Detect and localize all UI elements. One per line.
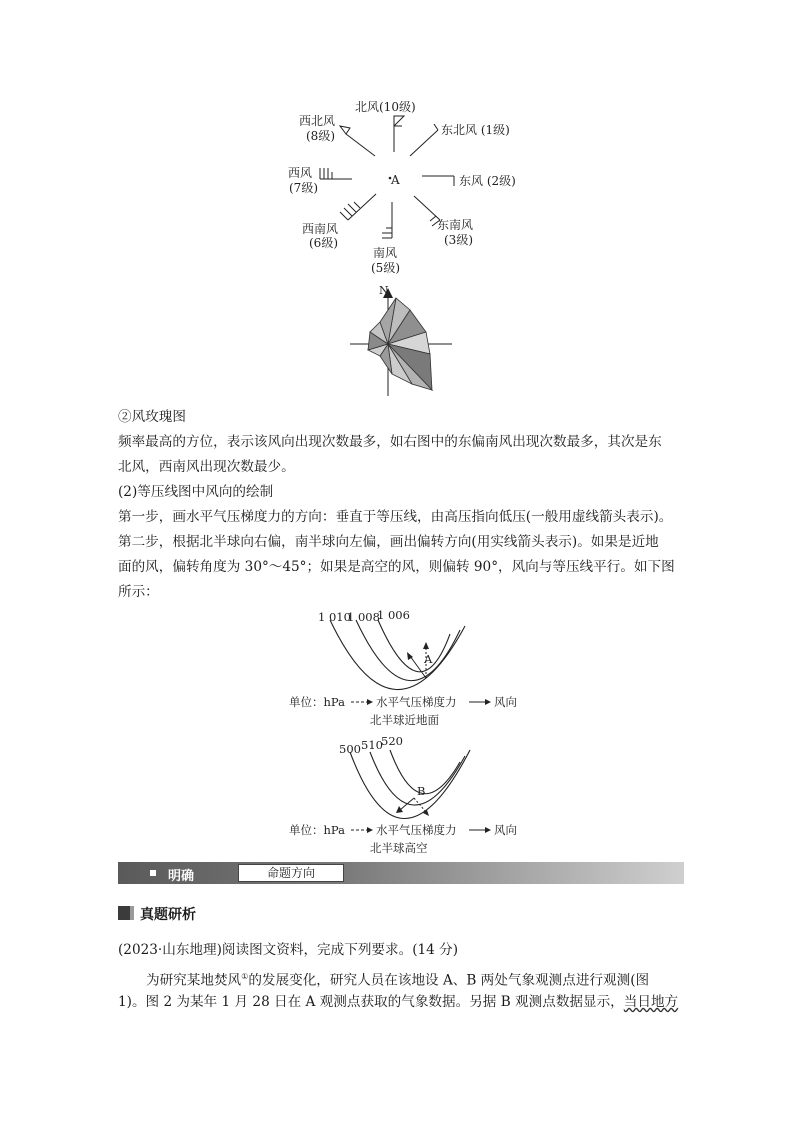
step-two-line-3: 所示： — [118, 584, 159, 600]
southwest-wind-level: (6级) — [309, 236, 338, 250]
upper-legend-force: 水平气压梯度力 — [376, 823, 457, 837]
section-banner — [118, 862, 684, 884]
surface-isobar-label-1010: 1 010 — [318, 610, 351, 624]
question-line-2 — [118, 990, 690, 1015]
surface-point-label: A — [424, 652, 433, 666]
surface-caption: 北半球近地面 — [370, 713, 439, 727]
southeast-wind-label: 东南风 — [437, 218, 474, 232]
upper-isobar-label-500: 500 — [339, 742, 361, 756]
northwest-wind-level: (8级) — [306, 129, 335, 143]
solid-arrow-icon — [468, 697, 492, 707]
west-wind-label: 西风 — [288, 166, 313, 180]
rose-heading: ②风玫瑰图 — [118, 409, 186, 425]
south-wind-label: 南风 — [373, 246, 398, 260]
question-line-1-start: 为研究某地焚风 — [146, 972, 242, 989]
east-wind-label: 东风 (2级) — [459, 174, 516, 188]
heading-marker-accent — [130, 906, 134, 920]
heading-marker-icon — [118, 906, 130, 920]
question-line-2-start: 1)。图 2 为某年 1 月 28 日在 A 观测点获取的气象数据。另据 B 观测点数据显示， — [118, 994, 624, 1010]
question-line-1-rest: 的发展变化，研究人员在该地设 A、B 两处气象观测点进行观测(图 — [248, 972, 650, 989]
upper-legend-wind: 风向 — [494, 823, 517, 837]
upper-unit-label: 单位：hPa — [289, 823, 345, 837]
banner-box: 命题方向 — [238, 864, 344, 882]
step-two-line-2: 面的风，偏转角度为 30°～45°；如果是高空的风，则偏转 90°，风向与等压线平行。如下图 — [118, 559, 675, 575]
wind-rose-drawing — [340, 284, 460, 402]
banner-square-icon — [150, 870, 156, 876]
southeast-wind-level: (3级) — [444, 233, 473, 247]
rose-north-label: N — [379, 284, 389, 297]
upper-caption: 北半球高空 — [370, 841, 428, 855]
question-source: (2023·山东地理)阅读图文资料，完成下列要求。(14 分) — [118, 942, 459, 958]
northwest-wind-label: 西北风 — [299, 114, 336, 128]
surface-legend-force: 水平气压梯度力 — [376, 695, 457, 709]
surface-legend-wind: 风向 — [494, 695, 517, 709]
banner-tag: 明确 — [168, 869, 195, 884]
surface-isobar-label-1008: 1 008 — [347, 610, 380, 624]
step-two-line-1: 第二步，根据北半球向右偏，南半球向左偏，画出偏转方向(用实线箭头表示)。如果是近地 — [118, 534, 659, 550]
solid-arrow-icon — [468, 825, 492, 835]
step-one-text: 第一步，画水平气压梯度力的方向：垂直于等压线，由高压指向低压(一般用虚线箭头表示)。 — [118, 509, 673, 525]
northeast-wind-label: 东北风 (1级) — [441, 123, 510, 137]
north-wind-label: 北风(10级) — [355, 100, 416, 114]
isobar-heading: (2)等压线图中风向的绘制 — [118, 484, 274, 500]
south-wind-level: (5级) — [371, 261, 400, 275]
center-point-label: A — [391, 173, 400, 187]
banner-bar — [118, 862, 684, 884]
surface-isobar-label-1006: 1 006 — [377, 608, 410, 622]
rose-desc-line-2: 北风，西南风出现次数最少。 — [118, 459, 295, 475]
rose-desc-line-1: 频率最高的方位，表示该风向出现次数最多，如右图中的东偏南风出现次数最多，其次是东 — [118, 434, 662, 450]
footnote-mark: ① — [241, 972, 249, 981]
southwest-wind-label: 西南风 — [302, 222, 339, 236]
surface-unit-label: 单位：hPa — [289, 695, 345, 709]
upper-isobar-label-520: 520 — [381, 734, 403, 748]
question-line-2-underlined: 当日地方 — [623, 994, 679, 1010]
dashed-arrow-icon — [350, 697, 374, 707]
upper-point-label: B — [417, 784, 426, 798]
dashed-arrow-icon — [350, 825, 374, 835]
upper-isobar-label-510: 510 — [361, 738, 383, 752]
section-title: 真题研析 — [140, 907, 196, 923]
west-wind-level: (7级) — [289, 181, 318, 195]
